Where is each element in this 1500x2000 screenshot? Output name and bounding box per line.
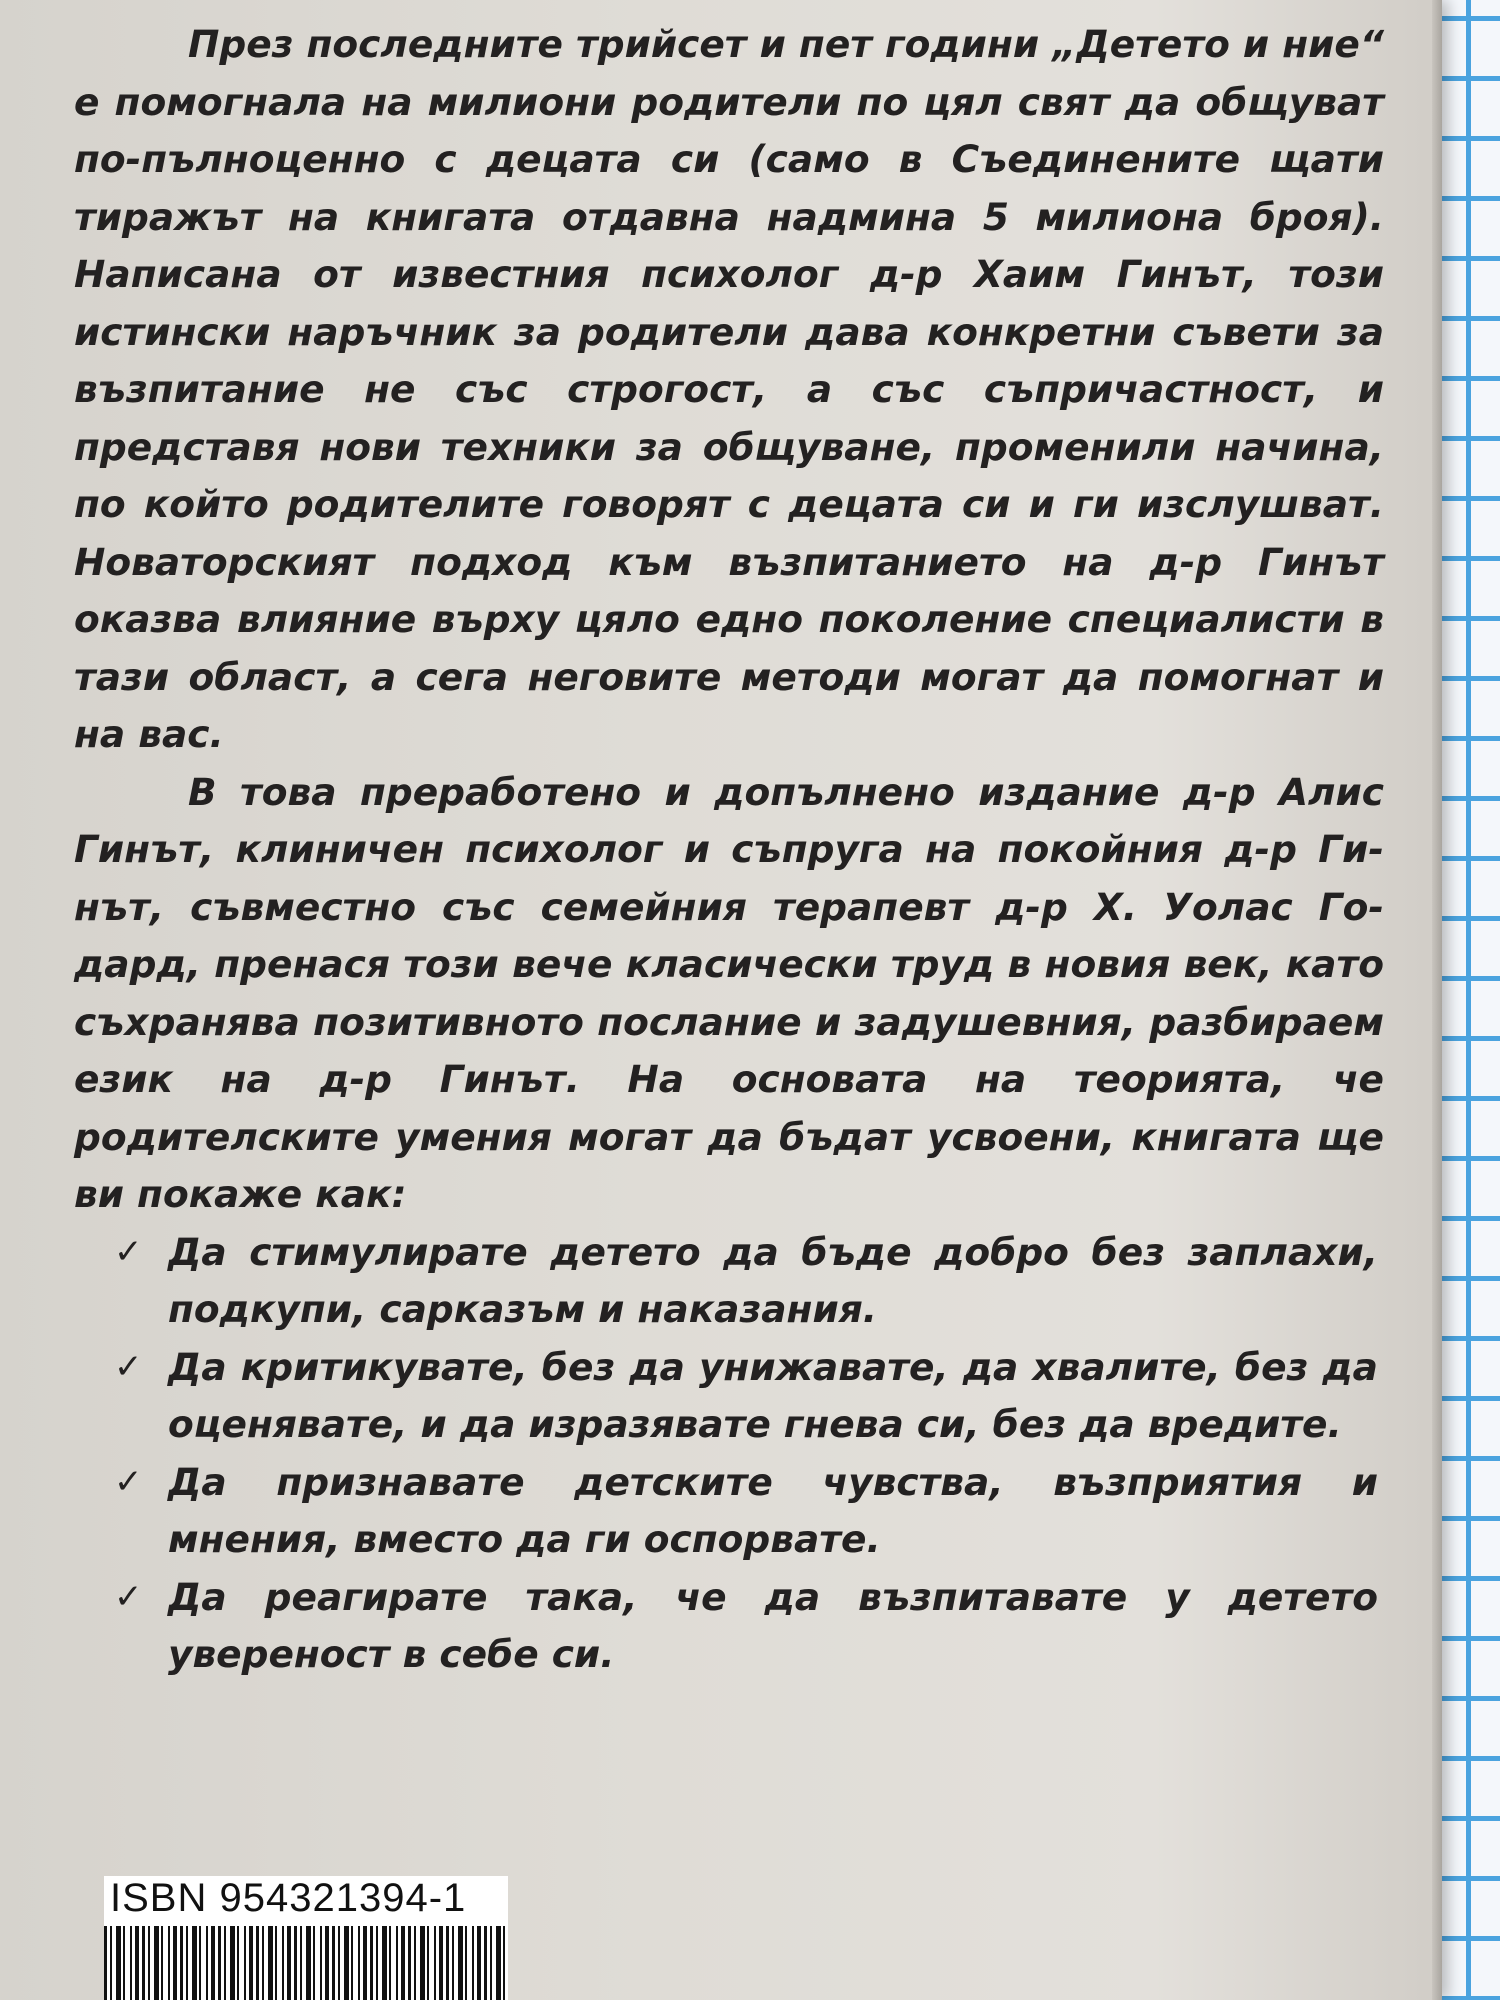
list-item-text: Да стимулирате детето да бъде добро без заплахи, подкупи, сарказъм и наказания.	[168, 1229, 1378, 1331]
isbn-number: ISBN 954321394-1	[110, 1876, 467, 1920]
benefits-checklist	[74, 1224, 1384, 1684]
list-item	[74, 1454, 1384, 1569]
paragraph-intro: През последните трийсет и пет години „Детето и ние“ е помогнала на милиони родители по цял свят да общуват по-пълноценно с децата си (само в Съединените щати тиражът на книгата отдавна надмина 5 милиона броя). Написана от известния психолог д-р Хаим Гинът, този истински наръчник за родители дава конкретни съвети за възпитание не със строгост, а със съпричастност, и представя нови техники за общуване, променили начина, по който родителите говорят с децата си и ги изслушват. Новаторският подход към възпитанието на д-р Гинът оказва влияние върху цяло едно поколение специалисти в тази област, а сега неговите методи могат да помогнат и на вас.	[74, 22, 1385, 756]
blurb-text	[74, 16, 1384, 1684]
list-item-text: Да критикувате, без да унижавате, да хвалите, без да оценявате, и да изразявате гнева си, без да вредите.	[168, 1344, 1378, 1446]
list-item-text: Да признавате детските чувства, възприятия и мнения, вместо да ги оспорвате.	[168, 1459, 1378, 1561]
isbn-barcode-label	[104, 1876, 508, 2000]
checkmark-icon: ✓	[114, 1576, 143, 1617]
list-item	[74, 1224, 1384, 1339]
paragraph-edition: В това преработено и допълнено издание д-р Алис Гинът, клиничен психолог и съпруга на покойния д-р Гинът, съвместно със семейния терапевт д-р Х. Уолас Годард, пренася този вече класически труд в новия век, като съхранява позитивното послание и задушевния, разбираем език на д-р Гинът. На основата на теорията, че родителските умения могат да бъдат усвоени, книгата ще ви покаже как:	[74, 769, 1384, 1216]
list-item	[74, 1569, 1384, 1684]
list-item	[74, 1339, 1384, 1454]
cover-edge	[1432, 0, 1442, 2000]
checkmark-icon: ✓	[114, 1231, 143, 1272]
list-item-text: Да реагирате така, че да възпитавате у детето увереност в себе си.	[168, 1574, 1378, 1676]
checkmark-icon: ✓	[114, 1346, 143, 1387]
checkmark-icon: ✓	[114, 1461, 143, 1502]
barcode-icon	[104, 1926, 508, 2000]
